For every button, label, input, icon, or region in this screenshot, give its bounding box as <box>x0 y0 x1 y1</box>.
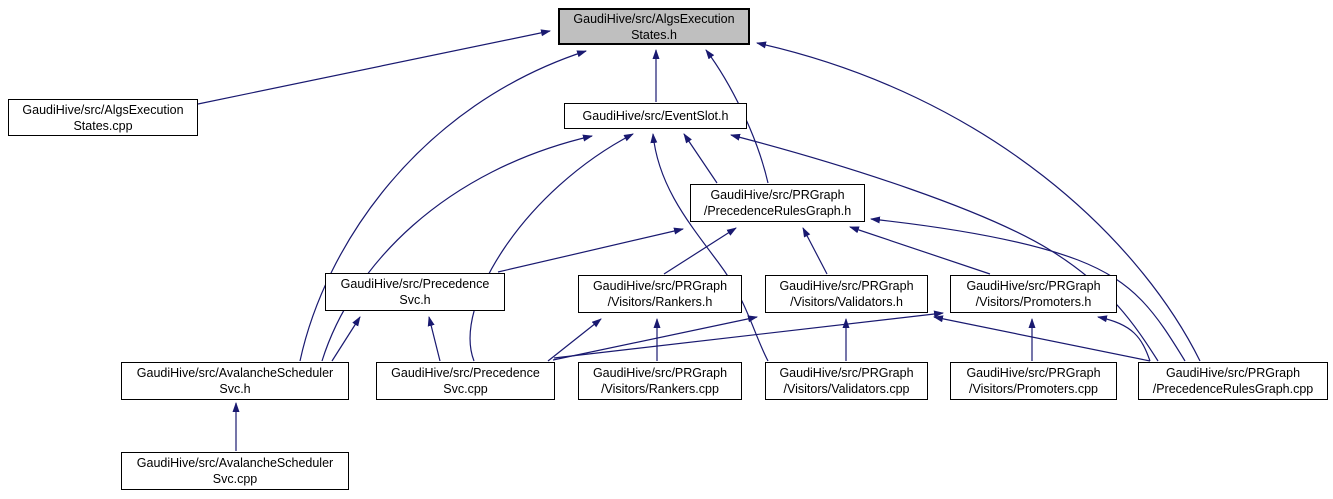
edge-algsexecutionstates-cpp-to-algsexecutionstates-h <box>198 31 550 104</box>
node-label-line: /PrecedenceRulesGraph.h <box>703 204 852 218</box>
node-promoters-cpp[interactable] <box>950 362 1117 400</box>
node-validators-h[interactable] <box>765 275 928 313</box>
node-validators-cpp[interactable] <box>765 362 928 400</box>
node-label-line: GaudiHive/src/Precedence <box>391 366 540 380</box>
node-label-line: GaudiHive/src/PRGraph <box>710 188 845 202</box>
edge-precedencesvc-cpp-to-validators-h <box>553 317 757 360</box>
node-precedencerulesgraph-cpp[interactable] <box>1138 362 1328 400</box>
edge-precedencerulesgraph-h-to-eventslot-h <box>684 134 717 183</box>
node-label-line: /PrecedenceRulesGraph.cpp <box>1152 382 1314 396</box>
edge-precedencesvc-cpp-to-precedencesvc-h <box>429 317 440 361</box>
node-label-line: GaudiHive/src/AvalancheScheduler <box>136 456 334 470</box>
node-label-line: GaudiHive/src/EventSlot.h <box>582 109 729 123</box>
edge-rankers-h-to-precedencerulesgraph-h <box>664 228 736 274</box>
edge-precedencerulesgraph-cpp-to-promoters-h <box>1098 317 1150 361</box>
edge-precedencesvc-cpp-to-rankers-h <box>548 319 601 361</box>
edge-promoters-h-to-precedencerulesgraph-h <box>850 227 990 274</box>
node-label-line: /Visitors/Validators.h <box>790 295 903 309</box>
edge-validators-cpp-to-eventslot-h <box>653 134 768 361</box>
edge-precedencesvc-cpp-to-eventslot-h <box>470 134 633 361</box>
node-label-line: States.cpp <box>73 118 133 133</box>
node-label-line: /Visitors/Rankers.h <box>607 295 713 309</box>
node-label-line: GaudiHive/src/Precedence <box>340 277 490 291</box>
node-avalancheschedulersvc-h[interactable] <box>121 362 349 400</box>
node-label-line: Svc.h <box>219 382 251 396</box>
node-algsexecutionstates-cpp[interactable] <box>8 99 198 136</box>
node-label-line: GaudiHive/src/PRGraph <box>966 279 1101 293</box>
node-precedencesvc-h[interactable] <box>325 273 505 311</box>
edge-validators-h-to-precedencerulesgraph-h <box>803 228 827 274</box>
edge-precedencerulesgraph-cpp-to-validators-h <box>934 317 1150 361</box>
node-promoters-h[interactable] <box>950 275 1117 313</box>
edge-avalancheschedulersvc-h-to-eventslot-h <box>322 136 592 361</box>
node-rankers-cpp[interactable] <box>578 362 742 400</box>
node-algsexecutionstates-h[interactable] <box>558 8 750 45</box>
node-label-line: Svc.h <box>399 293 431 307</box>
node-label-line: GaudiHive/src/AlgsExecution <box>22 102 184 117</box>
node-label-line: Svc.cpp <box>443 382 488 396</box>
node-label-line: GaudiHive/src/PRGraph <box>592 366 728 380</box>
node-label-line: Svc.cpp <box>212 472 258 486</box>
node-eventslot-h[interactable] <box>564 103 747 129</box>
edge-avalancheschedulersvc-h-to-algsexecutionstates-h <box>300 51 586 361</box>
edge-precedencesvc-cpp-to-promoters-h <box>554 313 943 358</box>
node-precedencerulesgraph-h[interactable] <box>690 184 865 222</box>
node-label-line: /Visitors/Promoters.cpp <box>969 382 1098 396</box>
edge-precedencesvc-h-to-precedencerulesgraph-h <box>498 229 683 272</box>
node-avalancheschedulersvc-cpp[interactable] <box>121 452 349 490</box>
node-label-line: GaudiHive/src/AvalancheScheduler <box>136 366 334 380</box>
node-label-line: GaudiHive/src/PRGraph <box>779 366 914 380</box>
node-label-line: /Visitors/Validators.cpp <box>783 382 910 396</box>
node-label-line: GaudiHive/src/AlgsExecution <box>573 11 735 26</box>
node-label-line: GaudiHive/src/PRGraph <box>966 366 1101 380</box>
node-label-line: GaudiHive/src/PRGraph <box>592 279 728 293</box>
edge-avalancheschedulersvc-h-to-precedencesvc-h <box>332 317 360 361</box>
node-label-line: GaudiHive/src/PRGraph <box>1165 366 1301 380</box>
edge-precedencerulesgraph-cpp-to-eventslot-h <box>731 135 1158 361</box>
node-label-line: /Visitors/Promoters.h <box>975 295 1092 309</box>
node-label-line: GaudiHive/src/PRGraph <box>779 279 914 293</box>
node-rankers-h[interactable] <box>578 275 742 313</box>
node-label-line: States.h <box>631 27 677 42</box>
node-precedencesvc-cpp[interactable] <box>376 362 555 400</box>
node-label-line: /Visitors/Rankers.cpp <box>601 382 719 396</box>
